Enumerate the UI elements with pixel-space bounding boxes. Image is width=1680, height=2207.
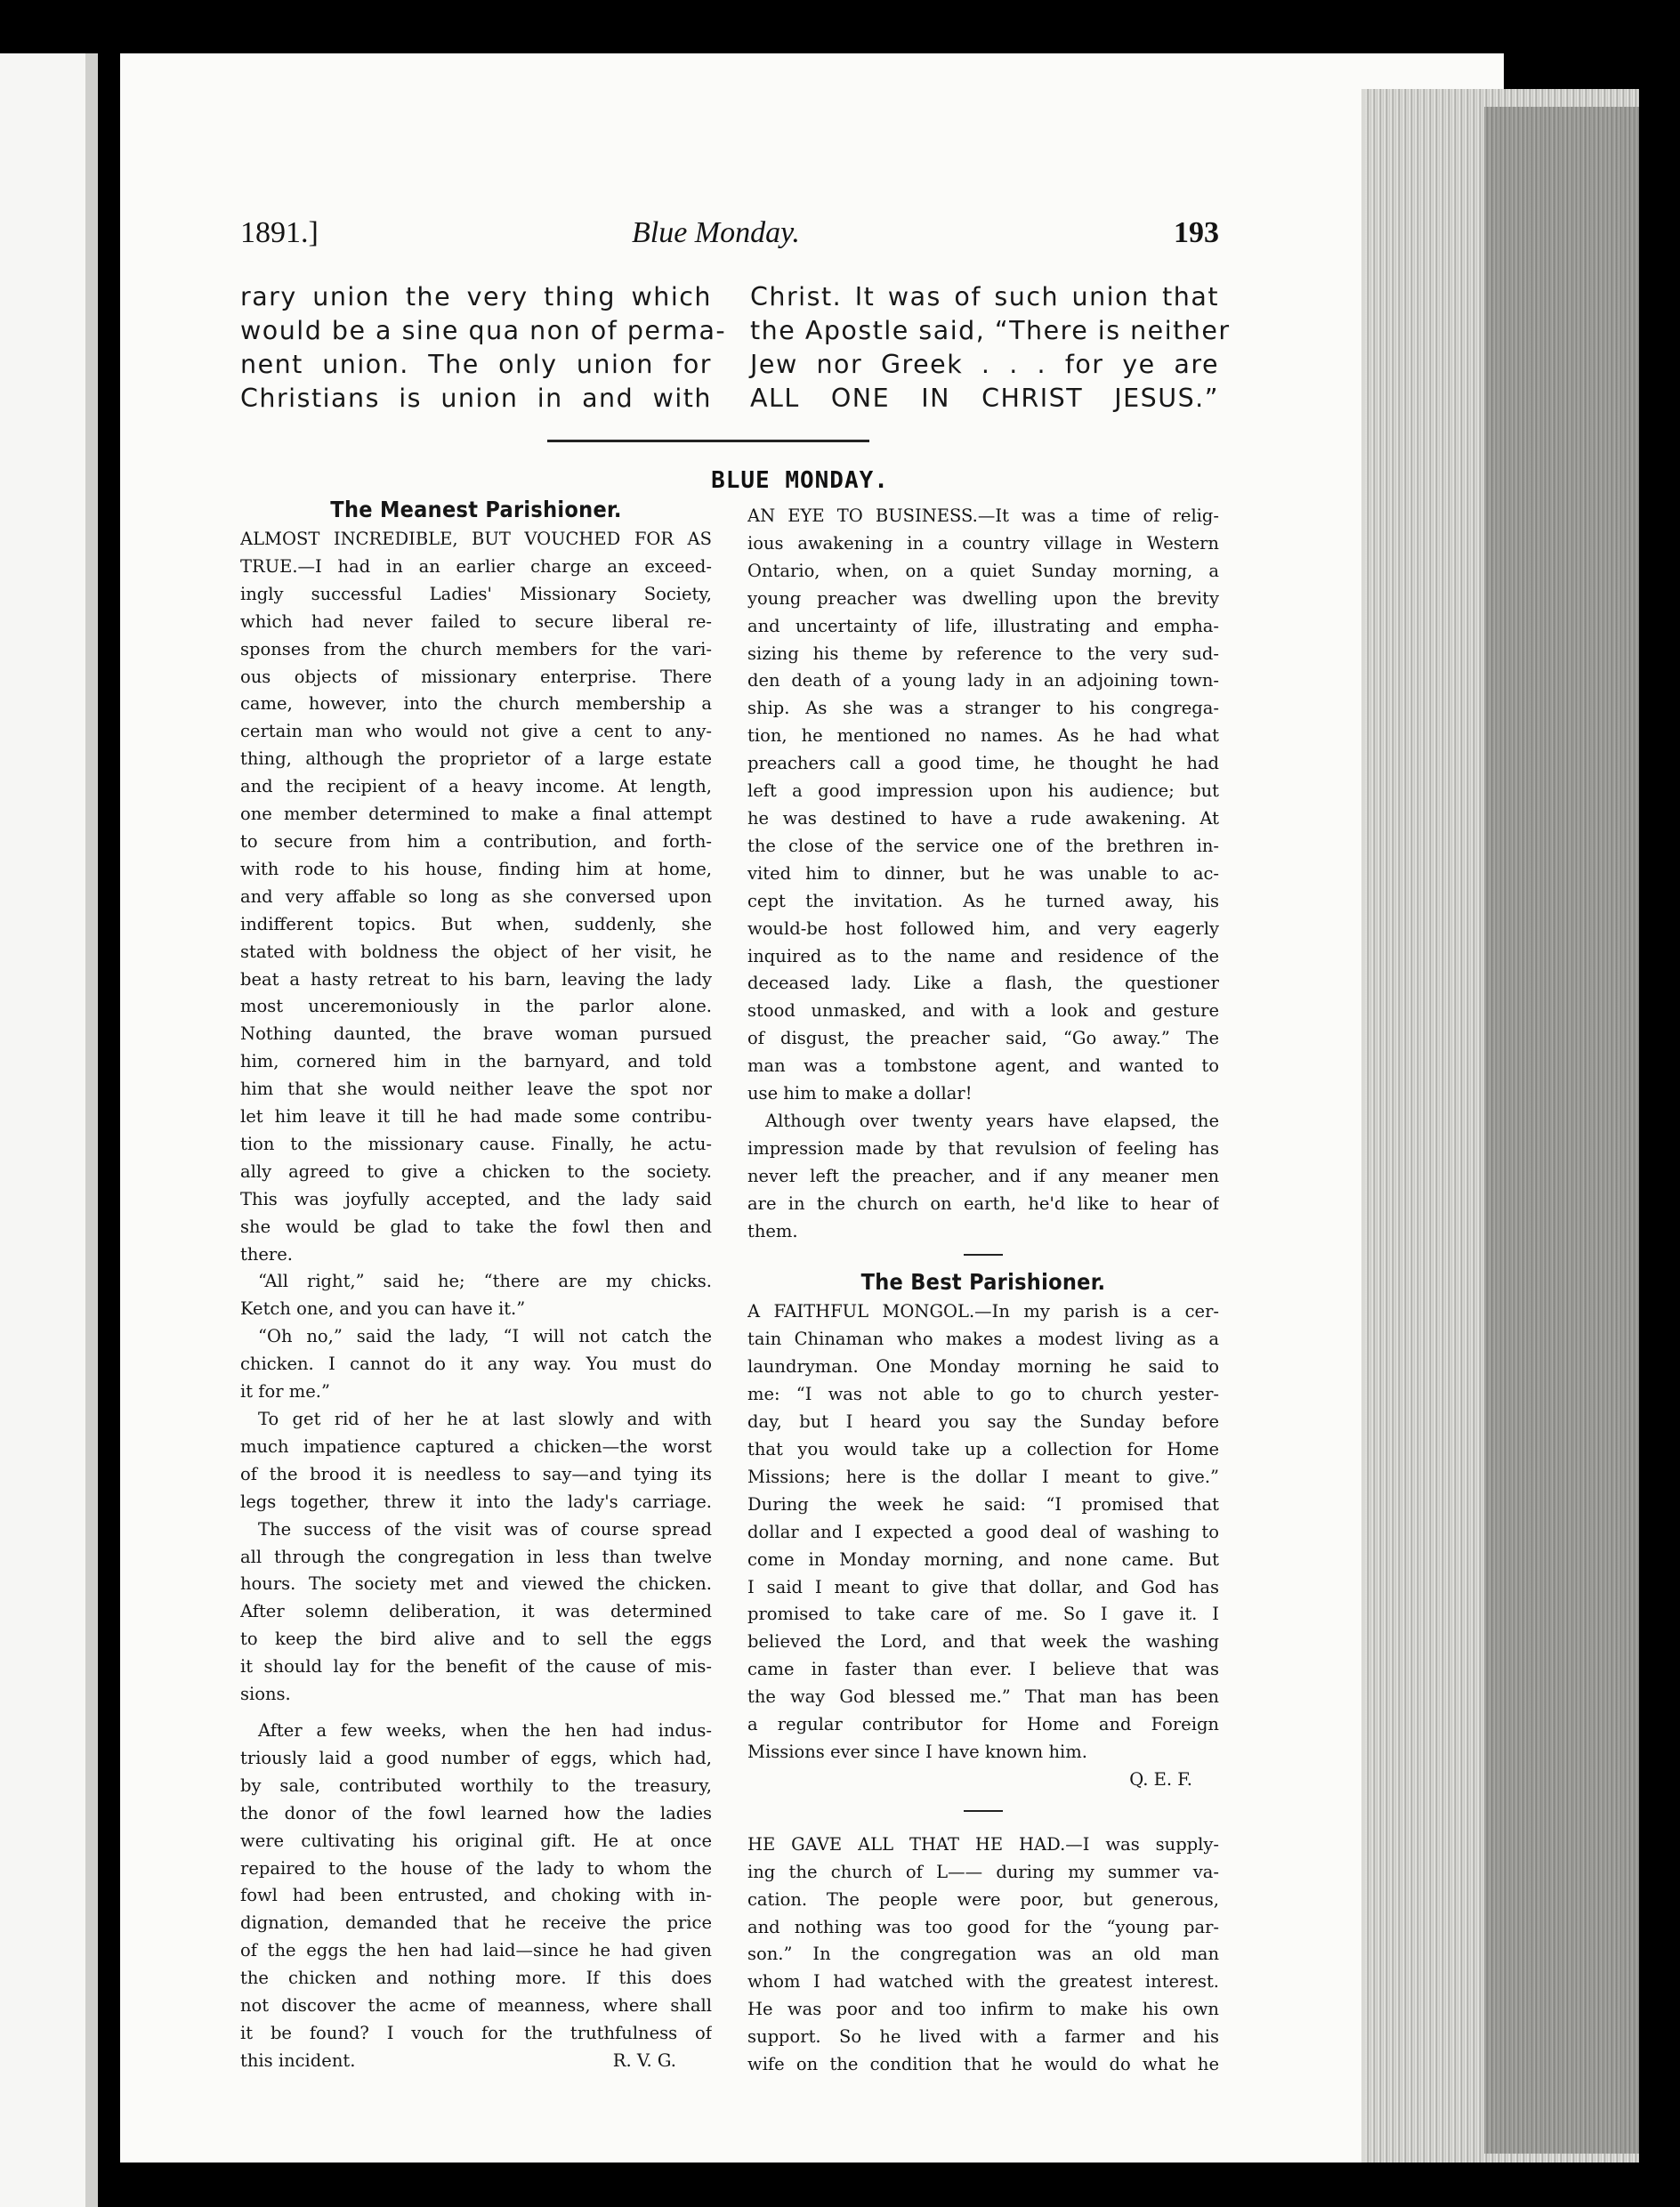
text-line: I said I meant to give that dollar, and God has bbox=[747, 1576, 1219, 1597]
top-text-left-column bbox=[240, 280, 727, 416]
page-edges-shadow bbox=[1484, 107, 1641, 2154]
separator-rule bbox=[964, 1254, 1003, 1256]
text-line: rary union the very thing which bbox=[240, 282, 712, 311]
text-line: and nothing was too good for the “young par- bbox=[747, 1916, 1219, 1937]
text-line: preachers call a good time, he thought he had bbox=[747, 753, 1219, 774]
text-line: ingly successful Ladies' Missionary Society, bbox=[240, 583, 712, 604]
text-line: and uncertainty of life, illustrating and empha- bbox=[747, 615, 1219, 636]
text-line: During the week he said: “I promised that bbox=[747, 1493, 1219, 1515]
text-line: left a good impression upon his audience; but bbox=[747, 780, 1219, 802]
text-line: whom I had watched with the greatest interest. bbox=[747, 1971, 1219, 1993]
text-line: chicken. I cannot do it any way. You must do bbox=[240, 1354, 712, 1375]
text-line: The success of the visit was of course spread bbox=[258, 1518, 712, 1540]
paragraph-eye-to-business bbox=[747, 503, 1219, 1108]
text-line: with rode to his house, finding him at home, bbox=[240, 858, 712, 879]
text-line: and very affable so long as she conversed upon bbox=[240, 885, 712, 907]
page-number: 193 bbox=[1174, 216, 1219, 249]
paragraph-faithful-mongol bbox=[747, 1298, 1219, 1766]
section-title: BLUE MONDAY. bbox=[711, 467, 889, 494]
running-header bbox=[240, 216, 1219, 259]
text-line: beat a hasty retreat to his barn, leaving the lady bbox=[240, 968, 712, 990]
signature-rvg: R. V. G. bbox=[612, 2049, 676, 2071]
text-line: ship. As she was a stranger to his congrega- bbox=[747, 698, 1219, 719]
text-line: tain Chinaman who makes a modest living as a bbox=[747, 1329, 1219, 1350]
text-line: him that she would neither leave the spot nor bbox=[240, 1079, 712, 1100]
article-heading-best: The Best Parishioner. bbox=[860, 1269, 1106, 1296]
text-line: it be found? I vouch for the truthfulness of bbox=[240, 2022, 712, 2043]
paragraph-success bbox=[240, 1516, 712, 1709]
book-cover-edge bbox=[1639, 80, 1680, 2207]
text-line: sizing his theme by reference to the very sud- bbox=[747, 643, 1219, 664]
paragraph-gave-all bbox=[747, 1831, 1219, 2079]
text-line: the chicken and nothing more. If this does bbox=[240, 1968, 712, 1989]
text-line: much impatience captured a chicken—the worst bbox=[240, 1435, 712, 1457]
text-line: repaired to the house of the lady to whom the bbox=[240, 1857, 712, 1879]
text-line: dignation, demanded that he receive the price bbox=[240, 1912, 712, 1934]
text-line: wife on the condition that he would do what he bbox=[747, 2054, 1219, 2075]
facing-page-edge bbox=[0, 53, 98, 2207]
text-line: laundryman. One Monday morning he said to bbox=[747, 1356, 1219, 1378]
text-line: Nothing daunted, the brave woman pursued bbox=[240, 1023, 712, 1045]
text-line: deceased lady. Like a flash, the questioner bbox=[747, 973, 1219, 994]
text-line: stood unmasked, and with a look and gesture bbox=[747, 1000, 1219, 1022]
paragraph-all-right bbox=[240, 1268, 712, 1323]
text-line: she would be glad to take the fowl then and bbox=[240, 1216, 712, 1237]
text-line: fowl had been entrusted, and choking with in- bbox=[240, 1885, 712, 1906]
text-line: let him leave it till he had made some contribu- bbox=[240, 1106, 712, 1128]
text-line: there. bbox=[240, 1243, 293, 1265]
text-line: inquired as to the name and residence of the bbox=[747, 945, 1219, 966]
text-line: use him to make a dollar! bbox=[747, 1083, 973, 1104]
text-line: are in the church on earth, he'd like to hear of bbox=[747, 1192, 1219, 1214]
text-line: sponses from the church members for the vari- bbox=[240, 638, 712, 659]
text-line: young preacher was dwelling upon the brevity bbox=[747, 587, 1219, 609]
closing-line bbox=[240, 2048, 712, 2075]
text-line: a regular contributor for Home and Foreign bbox=[747, 1714, 1219, 1735]
text-line: most unceremoniously in the parlor alone. bbox=[240, 996, 712, 1017]
text-line: which had never failed to secure liberal re- bbox=[240, 610, 712, 632]
separator-rule bbox=[964, 1810, 1003, 1812]
paragraph-oh-no bbox=[240, 1323, 712, 1406]
text-line: indifferent topics. But when, suddenly, she bbox=[240, 913, 712, 934]
header-year: 1891.] bbox=[240, 216, 319, 249]
text-line: A FAITHFUL MONGOL.—In my parish is a cer- bbox=[747, 1301, 1219, 1322]
text-line: it should lay for the benefit of the cause of mis- bbox=[240, 1656, 712, 1677]
text-line: Although over twenty years have elapsed, the bbox=[765, 1110, 1219, 1131]
text-line: one member determined to make a final attempt bbox=[240, 804, 712, 825]
text-line: Ketch one, and you can have it.” bbox=[240, 1298, 526, 1320]
text-line: and the recipient of a heavy income. At length, bbox=[240, 776, 712, 797]
left-column bbox=[240, 494, 712, 2075]
text-line: came in faster than ever. I believe that was bbox=[747, 1659, 1219, 1680]
text-line: come in Monday morning, and none came. But bbox=[747, 1548, 1219, 1570]
text-line: by sale, contributed worthily to the treasury, bbox=[240, 1774, 712, 1796]
text-line: TRUE.—I had in an earlier charge an exceed- bbox=[240, 555, 712, 577]
right-column bbox=[747, 503, 1219, 2079]
text-line: the donor of the fowl learned how the ladies bbox=[240, 1802, 712, 1823]
text-line: believed the Lord, and that week the washing bbox=[747, 1631, 1219, 1653]
text-line: this incident. bbox=[240, 2049, 356, 2071]
top-text-right-column bbox=[750, 280, 1231, 416]
text-line: legs together, threw it into the lady's carriage. bbox=[240, 1491, 712, 1512]
text-line: Christians is union in and with bbox=[240, 384, 712, 413]
text-line: came, however, into the church membership a bbox=[240, 693, 712, 715]
text-line: would-be host followed him, and very eagerly bbox=[747, 918, 1219, 939]
text-line: Missions; here is the dollar I meant to give.” bbox=[747, 1466, 1219, 1487]
text-line: stated with boldness the object of her visit, he bbox=[240, 941, 712, 962]
text-line: This was joyfully accepted, and the lady said bbox=[240, 1188, 712, 1209]
text-line: vited him to dinner, but he was unable to ac- bbox=[747, 862, 1219, 884]
text-line: certain man who would not give a cent to any- bbox=[240, 721, 712, 742]
paragraph-after-weeks bbox=[240, 1718, 712, 2048]
text-line: he was destined to have a rude awakening. At bbox=[747, 807, 1219, 829]
text-line: After a few weeks, when the hen had indus- bbox=[258, 1719, 712, 1741]
text-line: ing the church of L—— during my summer va- bbox=[747, 1861, 1219, 1882]
text-line: ally agreed to give a chicken to the society. bbox=[240, 1160, 712, 1182]
article-heading-meanest: The Meanest Parishioner. bbox=[330, 497, 622, 522]
text-line: ALL ONE IN CHRIST JESUS.” bbox=[750, 384, 1219, 413]
text-line: tion, he mentioned no names. As he had what bbox=[747, 725, 1219, 747]
text-line: it for me.” bbox=[240, 1381, 330, 1403]
text-line: of disgust, the preacher said, “Go away.” The bbox=[747, 1028, 1219, 1049]
text-line: After solemn deliberation, it was determined bbox=[240, 1601, 712, 1622]
text-line: He was poor and too infirm to make his own bbox=[747, 1999, 1219, 2020]
text-line: to secure from him a contribution, and forth- bbox=[240, 830, 712, 852]
text-line: cept the invitation. As he turned away, his bbox=[747, 890, 1219, 911]
text-line: Missions ever since I have known him. bbox=[747, 1741, 1087, 1762]
signature-qef: Q. E. F. bbox=[1129, 1768, 1192, 1790]
text-line: support. So he lived with a farmer and his bbox=[747, 2026, 1219, 2048]
text-line: tion to the missionary cause. Finally, he actu- bbox=[240, 1133, 712, 1154]
text-line: him, cornered him in the barnyard, and told bbox=[240, 1051, 712, 1072]
text-line: were cultivating his original gift. He at once bbox=[240, 1830, 712, 1851]
text-line: the Apostle said, “There is neither bbox=[750, 316, 1231, 345]
header-title: Blue Monday. bbox=[632, 216, 800, 249]
text-line: den death of a young lady in an adjoining town- bbox=[747, 670, 1219, 691]
text-line: AN EYE TO BUSINESS.—It was a time of relig- bbox=[747, 505, 1219, 526]
text-line: sions. bbox=[240, 1684, 291, 1705]
text-line: HE GAVE ALL THAT HE HAD.—I was supply- bbox=[747, 1833, 1219, 1855]
text-line: triously laid a good number of eggs, which had, bbox=[240, 1747, 712, 1768]
text-line: all through the congregation in less than twelve bbox=[240, 1546, 712, 1567]
text-line: Ontario, when, on a quiet Sunday morning, a bbox=[747, 560, 1219, 581]
text-line: “Oh no,” said the lady, “I will not catch the bbox=[258, 1326, 712, 1347]
text-line: never left the preacher, and if any meaner men bbox=[747, 1165, 1219, 1186]
text-line: ious awakening in a country village in Western bbox=[747, 532, 1219, 554]
paragraph-get-rid bbox=[240, 1406, 712, 1516]
text-line: ous objects of missionary enterprise. There bbox=[240, 666, 712, 687]
text-line: man was a tombstone agent, and wanted to bbox=[747, 1055, 1219, 1077]
text-line: of the brood it is needless to say—and tying its bbox=[240, 1463, 712, 1484]
text-line: the close of the service one of the brethren in- bbox=[747, 835, 1219, 856]
text-line: thing, although the proprietor of a large estate bbox=[240, 748, 712, 770]
spacer bbox=[240, 1709, 712, 1718]
text-line: nent union. The only union for bbox=[240, 350, 712, 379]
text-line: to keep the bird alive and to sell the eggs bbox=[240, 1629, 712, 1650]
paragraph-almost-incredible bbox=[240, 526, 712, 1268]
text-line: To get rid of her he at last slowly and with bbox=[258, 1409, 712, 1429]
text-line: Jew nor Greek . . . for ye are bbox=[750, 350, 1219, 379]
text-line: Christ. It was of such union that bbox=[750, 282, 1219, 311]
text-line: them. bbox=[747, 1220, 798, 1241]
text-line: promised to take care of me. So I gave it. I bbox=[747, 1604, 1219, 1625]
text-line: impression made by that revulsion of feeling has bbox=[747, 1137, 1219, 1159]
text-line: ALMOST INCREDIBLE, BUT VOUCHED FOR AS bbox=[240, 529, 712, 549]
text-line: would be a sine qua non of perma- bbox=[240, 316, 727, 345]
paragraph-twenty-years bbox=[747, 1108, 1219, 1246]
text-line: not discover the acme of meanness, where shall bbox=[240, 1995, 712, 2017]
text-line: cation. The people were poor, but generous, bbox=[747, 1888, 1219, 1910]
text-line: “All right,” said he; “there are my chicks. bbox=[258, 1271, 712, 1292]
text-line: dollar and I expected a good deal of washing to bbox=[747, 1521, 1219, 1542]
section-divider-rule bbox=[547, 440, 869, 442]
text-line: me: “I was not able to go to church yester- bbox=[747, 1384, 1219, 1405]
text-line: hours. The society met and viewed the chicken. bbox=[240, 1573, 712, 1595]
text-line: the way God blessed me.” That man has been bbox=[747, 1686, 1219, 1708]
text-line: that you would take up a collection for Home bbox=[747, 1439, 1219, 1459]
text-line: day, but I heard you say the Sunday before bbox=[747, 1411, 1219, 1433]
text-line: of the eggs the hen had laid—since he had given bbox=[240, 1940, 712, 1961]
text-line: son.” In the congregation was an old man bbox=[747, 1944, 1219, 1965]
